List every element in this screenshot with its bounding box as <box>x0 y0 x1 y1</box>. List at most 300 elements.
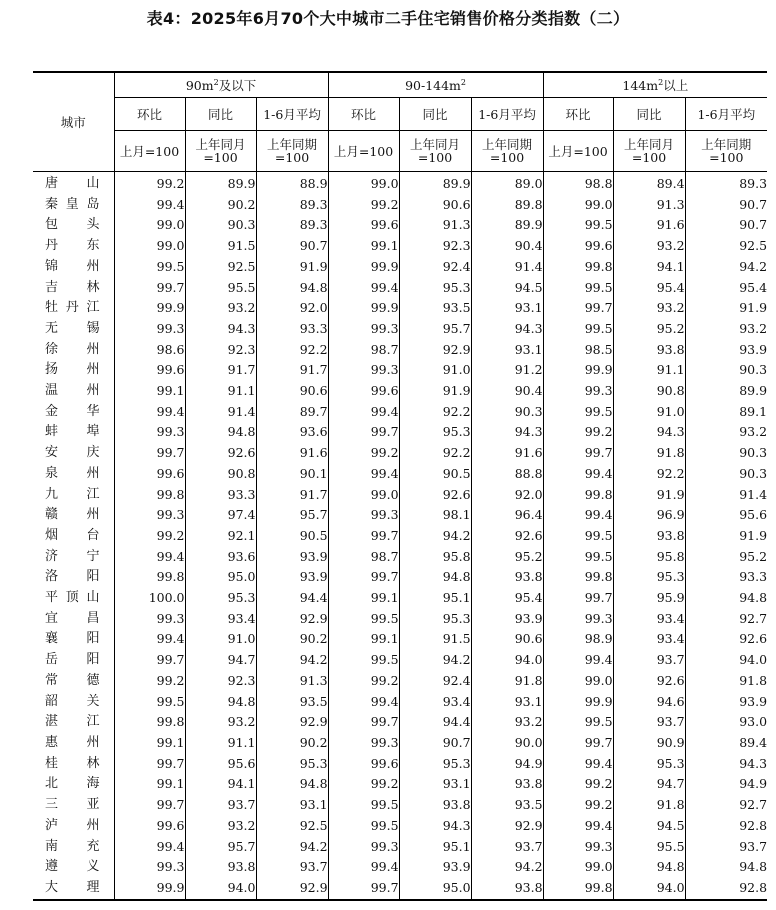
index-value: 99.7 <box>114 278 185 299</box>
index-value: 92.6 <box>399 485 471 506</box>
index-value: 94.2 <box>399 526 471 547</box>
group-header-large: $144m^2$以上 <box>543 72 767 98</box>
index-value: 91.5 <box>185 236 256 257</box>
index-value: 98.1 <box>399 505 471 526</box>
index-value: 92.4 <box>399 257 471 278</box>
index-value: 93.1 <box>471 340 543 361</box>
index-value: 90.3 <box>739 362 768 378</box>
index-value: 93.9 <box>256 547 328 568</box>
index-value: 95.1 <box>399 837 471 858</box>
index-value: 99.6 <box>114 360 185 381</box>
index-value: 94.2 <box>739 258 768 274</box>
table-row <box>33 754 767 775</box>
city-name: 牡丹江 <box>33 298 114 319</box>
index-value: 92.2 <box>399 402 471 423</box>
index-value: 91.7 <box>256 360 328 381</box>
index-value: 99.0 <box>543 857 613 878</box>
index-value: 99.3 <box>328 837 399 858</box>
index-value: 98.9 <box>543 629 613 650</box>
index-value: 99.4 <box>328 692 399 713</box>
city-name: 无锡 <box>33 319 114 340</box>
index-value: 93.9 <box>739 341 768 357</box>
index-value: 93.5 <box>471 795 543 816</box>
index-value: 99.2 <box>543 422 613 443</box>
index-value: 99.8 <box>543 878 613 900</box>
city-name: 扬州 <box>33 360 114 381</box>
index-value: 99.1 <box>328 629 399 650</box>
index-value: 99.6 <box>114 816 185 837</box>
index-value: 94.8 <box>256 774 328 795</box>
index-value: 99.7 <box>114 650 185 671</box>
index-value: 99.8 <box>543 567 613 588</box>
index-value: 98.7 <box>328 340 399 361</box>
index-value: 95.2 <box>471 547 543 568</box>
index-value: 94.7 <box>613 774 685 795</box>
index-value: 93.9 <box>739 693 768 709</box>
city-name: 赣州 <box>33 505 114 526</box>
index-value: 93.9 <box>399 857 471 878</box>
index-value: 95.1 <box>399 588 471 609</box>
index-value: 93.2 <box>613 236 685 257</box>
index-value: 99.0 <box>114 236 185 257</box>
table-row <box>33 236 767 257</box>
index-value: 91.0 <box>399 360 471 381</box>
index-value: 92.7 <box>739 797 768 813</box>
index-value: 99.3 <box>114 609 185 630</box>
index-value: 95.3 <box>399 609 471 630</box>
table-row <box>33 816 767 837</box>
index-value: 93.7 <box>471 837 543 858</box>
index-value: 99.4 <box>543 464 613 485</box>
table-row <box>33 381 767 402</box>
index-value: 99.2 <box>543 795 613 816</box>
index-value: 99.1 <box>114 733 185 754</box>
index-value: 95.5 <box>613 837 685 858</box>
avg-header: 1-6月平均 <box>685 98 767 131</box>
index-value: 93.8 <box>471 567 543 588</box>
index-value: 91.8 <box>613 795 685 816</box>
index-value: 95.4 <box>471 588 543 609</box>
table-row <box>33 526 767 547</box>
index-value: 98.5 <box>543 340 613 361</box>
index-value: 99.2 <box>328 443 399 464</box>
index-value: 93.7 <box>739 838 768 854</box>
index-value: 90.3 <box>739 465 768 481</box>
avg-base-header: 上年同期=100 <box>685 131 767 172</box>
index-value: 99.4 <box>114 837 185 858</box>
index-value: 93.2 <box>613 298 685 319</box>
index-value: 94.8 <box>739 859 768 875</box>
index-value: 99.4 <box>114 195 185 216</box>
index-value: 92.2 <box>399 443 471 464</box>
index-value: 95.3 <box>613 567 685 588</box>
index-value: 92.4 <box>399 671 471 692</box>
index-value: 92.0 <box>471 485 543 506</box>
index-value: 89.4 <box>613 172 685 195</box>
index-value: 92.5 <box>185 257 256 278</box>
index-value: 94.2 <box>471 857 543 878</box>
index-value: 99.4 <box>328 464 399 485</box>
index-value: 95.3 <box>399 754 471 775</box>
index-value: 99.0 <box>114 215 185 236</box>
index-value: 99.2 <box>328 774 399 795</box>
index-value: 93.2 <box>185 712 256 733</box>
index-value: 93.8 <box>613 340 685 361</box>
index-value: 91.4 <box>471 257 543 278</box>
index-value: 92.7 <box>739 610 768 626</box>
index-value: 93.7 <box>613 650 685 671</box>
index-value: 99.0 <box>328 172 399 195</box>
index-value: 92.6 <box>471 526 543 547</box>
index-value: 90.3 <box>185 215 256 236</box>
index-value: 95.6 <box>739 507 768 523</box>
index-value: 90.3 <box>739 445 768 461</box>
city-name: 徐州 <box>33 340 114 361</box>
mom-base-header: 上月=100 <box>543 131 613 172</box>
index-value: 93.8 <box>613 526 685 547</box>
index-value: 94.2 <box>399 650 471 671</box>
table-row <box>33 629 767 650</box>
city-name: 泸州 <box>33 816 114 837</box>
index-value: 99.4 <box>328 857 399 878</box>
index-value: 96.4 <box>471 505 543 526</box>
city-name: 泉州 <box>33 464 114 485</box>
index-value: 93.9 <box>256 567 328 588</box>
index-value: 94.8 <box>256 278 328 299</box>
table-row <box>33 360 767 381</box>
page-title: 表4：2025年6月70个大中城市二手住宅销售价格分类指数（二） <box>146 9 630 28</box>
index-value: 99.5 <box>543 547 613 568</box>
index-value: 93.9 <box>471 609 543 630</box>
city-name: 包头 <box>33 215 114 236</box>
index-value: 93.8 <box>185 857 256 878</box>
city-name: 唐山 <box>33 172 114 195</box>
index-value: 90.7 <box>256 236 328 257</box>
index-value: 90.7 <box>739 196 768 212</box>
index-value: 91.8 <box>739 672 768 688</box>
index-value: 91.9 <box>739 300 768 316</box>
index-value: 93.2 <box>471 712 543 733</box>
index-value: 93.3 <box>739 569 768 585</box>
index-value: 93.1 <box>256 795 328 816</box>
index-value: 92.8 <box>739 879 768 895</box>
index-value: 95.2 <box>739 548 768 564</box>
index-value: 89.9 <box>739 383 768 399</box>
city-name: 蚌埠 <box>33 422 114 443</box>
index-value: 99.9 <box>114 298 185 319</box>
mom-header: 环比 <box>328 98 399 131</box>
index-value: 99.8 <box>114 712 185 733</box>
index-value: 95.9 <box>613 588 685 609</box>
index-value: 99.9 <box>543 360 613 381</box>
index-value: 89.9 <box>185 172 256 195</box>
index-value: 95.3 <box>613 754 685 775</box>
index-value: 99.5 <box>328 650 399 671</box>
city-name: 大理 <box>33 878 114 900</box>
city-name: 惠州 <box>33 733 114 754</box>
index-value: 92.9 <box>256 609 328 630</box>
index-value: 91.6 <box>256 443 328 464</box>
city-name: 金华 <box>33 402 114 423</box>
index-value: 93.8 <box>399 795 471 816</box>
index-value: 90.2 <box>185 195 256 216</box>
index-value: 89.3 <box>256 215 328 236</box>
index-value: 95.3 <box>399 278 471 299</box>
city-name: 宜昌 <box>33 609 114 630</box>
index-value: 91.9 <box>399 381 471 402</box>
index-value: 94.8 <box>399 567 471 588</box>
index-value: 99.8 <box>114 485 185 506</box>
index-value: 91.3 <box>613 195 685 216</box>
city-name: 九江 <box>33 485 114 506</box>
index-value: 99.7 <box>114 754 185 775</box>
index-value: 99.7 <box>543 588 613 609</box>
index-value: 95.7 <box>399 319 471 340</box>
index-value: 90.6 <box>256 381 328 402</box>
index-value: 94.6 <box>613 692 685 713</box>
index-value: 90.2 <box>256 629 328 650</box>
index-value: 96.9 <box>613 505 685 526</box>
index-value: 100.0 <box>114 588 185 609</box>
index-value: 91.4 <box>185 402 256 423</box>
city-name: 济宁 <box>33 547 114 568</box>
table-row <box>33 485 767 506</box>
table-row <box>33 464 767 485</box>
city-name: 三亚 <box>33 795 114 816</box>
table-row <box>33 278 767 299</box>
table-row <box>33 878 767 900</box>
index-value: 91.6 <box>613 215 685 236</box>
index-value: 99.4 <box>543 754 613 775</box>
table-row <box>33 298 767 319</box>
index-value: 91.0 <box>613 402 685 423</box>
index-value: 99.3 <box>114 857 185 878</box>
table-row <box>33 402 767 423</box>
index-value: 99.7 <box>328 878 399 900</box>
index-value: 94.0 <box>739 652 768 668</box>
group-header-small: $90m^2$及以下 <box>114 72 328 98</box>
index-value: 92.9 <box>471 816 543 837</box>
index-value: 99.0 <box>543 195 613 216</box>
yoy-header: 同比 <box>399 98 471 131</box>
index-value: 91.9 <box>256 257 328 278</box>
index-value: 95.4 <box>739 279 768 295</box>
table-row <box>33 588 767 609</box>
index-value: 89.7 <box>256 402 328 423</box>
yoy-base-header: 上年同月=100 <box>185 131 256 172</box>
city-name: 锦州 <box>33 257 114 278</box>
city-name: 秦皇岛 <box>33 195 114 216</box>
index-value: 99.1 <box>328 588 399 609</box>
city-name: 洛阳 <box>33 567 114 588</box>
index-value: 99.4 <box>328 278 399 299</box>
index-value: 94.0 <box>471 650 543 671</box>
index-value: 99.1 <box>328 236 399 257</box>
index-value: 99.9 <box>543 692 613 713</box>
index-value: 91.5 <box>399 629 471 650</box>
index-value: 93.4 <box>185 609 256 630</box>
index-value: 99.5 <box>328 816 399 837</box>
index-value: 91.8 <box>471 671 543 692</box>
index-value: 91.7 <box>256 485 328 506</box>
index-value: 90.5 <box>399 464 471 485</box>
index-value: 99.3 <box>114 422 185 443</box>
index-value: 88.8 <box>471 464 543 485</box>
index-value: 94.8 <box>613 857 685 878</box>
index-value: 95.8 <box>613 547 685 568</box>
index-value: 95.7 <box>185 837 256 858</box>
index-value: 98.7 <box>328 547 399 568</box>
index-value: 90.2 <box>256 733 328 754</box>
index-value: 90.7 <box>739 217 768 233</box>
index-value: 99.2 <box>114 526 185 547</box>
index-value: 99.3 <box>543 609 613 630</box>
index-value: 93.7 <box>185 795 256 816</box>
index-value: 94.1 <box>613 257 685 278</box>
index-value: 91.0 <box>185 629 256 650</box>
index-value: 99.3 <box>114 505 185 526</box>
avg-header: 1-6月平均 <box>256 98 328 131</box>
index-value: 91.1 <box>185 381 256 402</box>
table-row <box>33 712 767 733</box>
index-value: 99.2 <box>328 671 399 692</box>
table-row <box>33 547 767 568</box>
index-value: 99.6 <box>328 381 399 402</box>
city-name: 岳阳 <box>33 650 114 671</box>
index-value: 95.2 <box>613 319 685 340</box>
index-value: 95.7 <box>256 505 328 526</box>
index-value: 93.5 <box>256 692 328 713</box>
index-value: 92.9 <box>399 340 471 361</box>
index-value: 92.1 <box>185 526 256 547</box>
index-value: 99.2 <box>328 195 399 216</box>
index-value: 99.4 <box>114 402 185 423</box>
table-row <box>33 172 767 195</box>
index-value: 99.5 <box>114 692 185 713</box>
index-value: 99.5 <box>543 402 613 423</box>
city-name: 常德 <box>33 671 114 692</box>
index-value: 93.7 <box>256 857 328 878</box>
table-row <box>33 340 767 361</box>
index-value: 97.4 <box>185 505 256 526</box>
index-value: 90.4 <box>471 236 543 257</box>
city-name: 安庆 <box>33 443 114 464</box>
city-name: 烟台 <box>33 526 114 547</box>
index-value: 94.4 <box>399 712 471 733</box>
index-value: 93.2 <box>739 424 768 440</box>
index-value: 93.0 <box>739 714 768 730</box>
index-value: 99.9 <box>114 878 185 900</box>
index-value: 94.2 <box>256 650 328 671</box>
index-value: 99.5 <box>543 712 613 733</box>
index-value: 92.6 <box>739 631 768 647</box>
index-value: 89.8 <box>471 195 543 216</box>
index-value: 94.3 <box>739 755 768 771</box>
index-value: 99.4 <box>543 505 613 526</box>
index-value: 88.9 <box>256 172 328 195</box>
index-value: 93.1 <box>471 692 543 713</box>
city-name: 湛江 <box>33 712 114 733</box>
index-value: 99.6 <box>328 215 399 236</box>
table-header <box>33 72 767 172</box>
mom-header: 环比 <box>543 98 613 131</box>
index-value: 91.1 <box>185 733 256 754</box>
index-value: 92.2 <box>256 340 328 361</box>
city-name: 桂林 <box>33 754 114 775</box>
table-row <box>33 795 767 816</box>
table-row <box>33 733 767 754</box>
index-value: 90.0 <box>471 733 543 754</box>
index-value: 94.3 <box>185 319 256 340</box>
avg-base-header: 上年同期=100 <box>256 131 328 172</box>
base-header-row <box>33 131 767 172</box>
index-value: 94.0 <box>613 878 685 900</box>
index-value: 99.3 <box>543 381 613 402</box>
index-value: 95.8 <box>399 547 471 568</box>
table-row <box>33 257 767 278</box>
avg-base-header: 上年同期=100 <box>471 131 543 172</box>
index-value: 91.7 <box>185 360 256 381</box>
index-value: 95.0 <box>185 567 256 588</box>
index-value: 99.6 <box>114 464 185 485</box>
table-row <box>33 195 767 216</box>
index-value: 99.5 <box>114 257 185 278</box>
index-value: 94.3 <box>613 422 685 443</box>
index-value: 92.6 <box>613 671 685 692</box>
table-row <box>33 857 767 878</box>
index-value: 95.4 <box>613 278 685 299</box>
index-value: 93.6 <box>185 547 256 568</box>
index-value: 94.1 <box>185 774 256 795</box>
index-value: 94.7 <box>185 650 256 671</box>
table-row <box>33 692 767 713</box>
index-value: 93.7 <box>613 712 685 733</box>
yoy-header: 同比 <box>185 98 256 131</box>
index-value: 93.4 <box>613 629 685 650</box>
index-value: 91.4 <box>739 486 768 502</box>
table-body <box>33 172 767 900</box>
index-value: 95.3 <box>256 754 328 775</box>
index-value: 99.4 <box>114 629 185 650</box>
table-row <box>33 609 767 630</box>
index-value: 92.2 <box>613 464 685 485</box>
index-value: 94.0 <box>185 878 256 900</box>
index-value: 92.3 <box>399 236 471 257</box>
index-value: 99.3 <box>328 733 399 754</box>
sub-header-row <box>33 98 767 131</box>
table-row <box>33 650 767 671</box>
index-value: 90.4 <box>471 381 543 402</box>
index-value: 99.8 <box>543 257 613 278</box>
index-value: 90.7 <box>399 733 471 754</box>
index-value: 89.4 <box>739 734 768 750</box>
index-value: 92.6 <box>185 443 256 464</box>
index-value: 99.7 <box>328 422 399 443</box>
city-name: 丹东 <box>33 236 114 257</box>
city-name: 吉林 <box>33 278 114 299</box>
city-name: 平顶山 <box>33 588 114 609</box>
index-value: 91.8 <box>613 443 685 464</box>
index-value: 95.5 <box>185 278 256 299</box>
city-name: 温州 <box>33 381 114 402</box>
index-value: 92.9 <box>256 712 328 733</box>
index-value: 92.8 <box>739 817 768 833</box>
index-value: 93.3 <box>185 485 256 506</box>
index-value: 99.5 <box>543 526 613 547</box>
index-value: 99.1 <box>114 381 185 402</box>
index-value: 98.6 <box>114 340 185 361</box>
city-name: 韶关 <box>33 692 114 713</box>
